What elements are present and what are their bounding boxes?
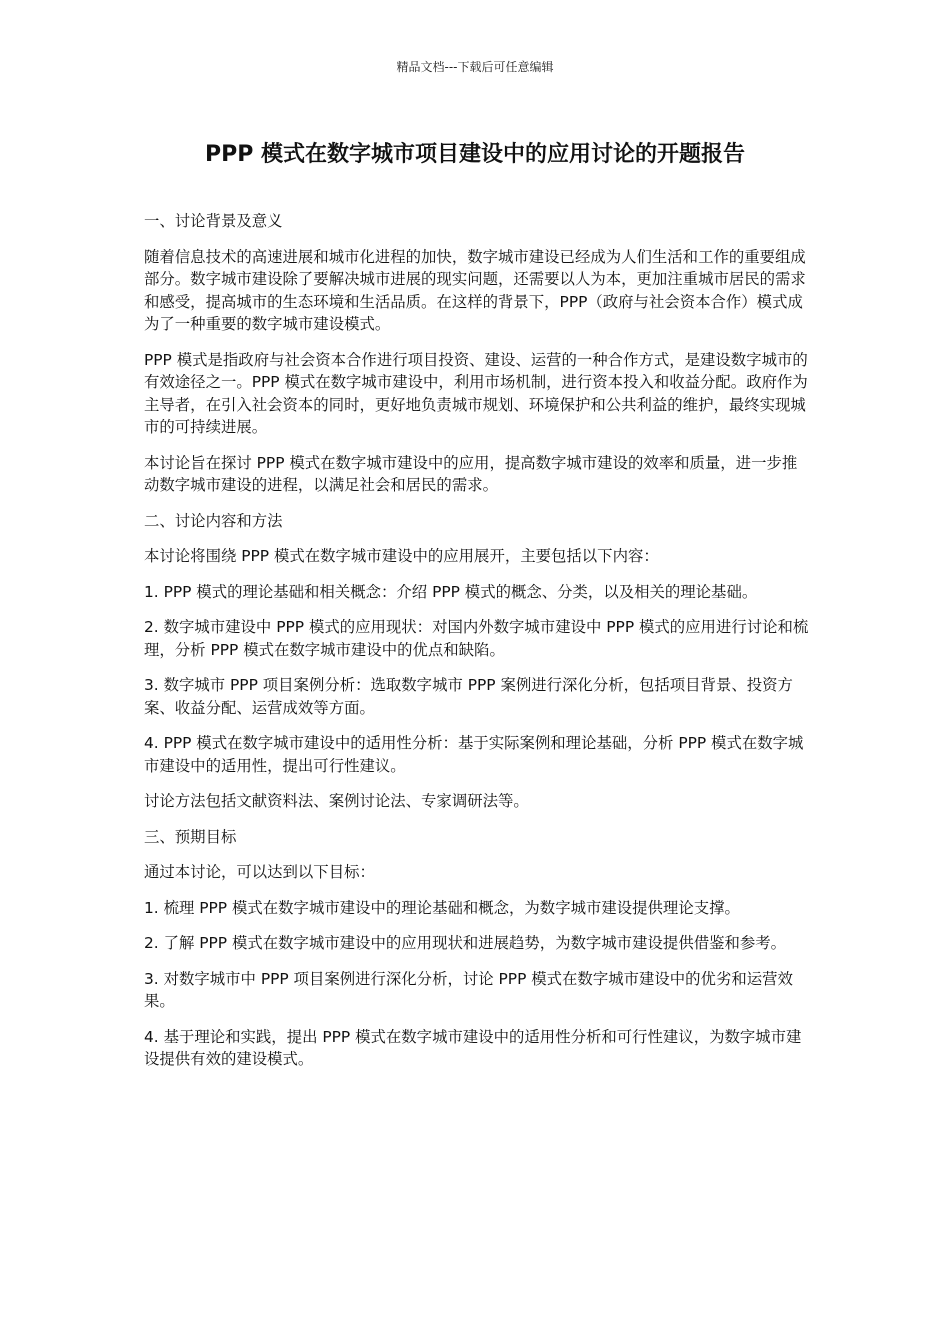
- list-item: 3. 对数字城市中 PPP 项目案例进行深化分析，讨论 PPP 模式在数字城市建设中的优劣和运营效果。: [144, 969, 793, 1010]
- paragraph: 通过本讨论，可以达到以下目标：: [144, 863, 375, 881]
- paragraph: 随着信息技术的高速进展和城市化进程的加快，数字城市建设已经成为人们生活和工作的重要组成部分。数字城市建设除了要解决城市进展的现实问题，还需要以人为本，更加注重城市居民的需求和感受，提高城市的生态环境和生活品质。在这样的背景下，PPP（政府与社会资本合作）模式成为了一种重要的数字城市建设模式。: [144, 247, 806, 333]
- paragraph: 本讨论旨在探讨 PPP 模式在数字城市建设中的应用，提高数字城市建设的效率和质量，进一步推动数字城市建设的进程，以满足社会和居民的需求。: [144, 453, 798, 494]
- list-item: 2. 数字城市建设中 PPP 模式的应用现状：对国内外数字城市建设中 PPP 模式的应用进行讨论和梳理，分析 PPP 模式在数字城市建设中的优点和缺陷。: [144, 618, 809, 659]
- list-item: 4. 基于理论和实践，提出 PPP 模式在数字城市建设中的适用性分析和可行性建议，为数字城市建设提供有效的建设模式。: [144, 1027, 802, 1068]
- section-heading-goals: 三、预期目标: [144, 827, 237, 846]
- document-title: PPP 模式在数字城市项目建设中的应用讨论的开题报告: [204, 142, 746, 167]
- paragraph: 讨论方法包括文献资料法、案例讨论法、专家调研法等。: [144, 792, 529, 810]
- section-heading-background: 一、讨论背景及意义: [144, 212, 283, 230]
- paragraph: 本讨论将围绕 PPP 模式在数字城市建设中的应用展开，主要包括以下内容：: [144, 547, 659, 565]
- list-item: 3. 数字城市 PPP 项目案例分析：选取数字城市 PPP 案例进行深化分析，包括项目背景、投资方案、收益分配、运营成效等方面。: [144, 676, 793, 717]
- document-body: [144, 210, 812, 1084]
- list-item: 4. PPP 模式在数字城市建设中的适用性分析：基于实际案例和理论基础，分析 PPP 模式在数字城市建设中的适用性，提出可行性建议。: [144, 734, 804, 775]
- paragraph: PPP 模式是指政府与社会资本合作进行项目投资、建设、运营的一种合作方式，是建设数字城市的有效途径之一。PPP 模式在数字城市建设中，利用市场机制，进行资本投入和收益分配。政府作为主导者，在引入社会资本的同时，更好地负责城市规划、环境保护和公共利益的维护，最终实现城市的可持续进展。: [144, 350, 808, 436]
- page-header-note: 精品文档---下载后可任意编辑: [396, 60, 554, 74]
- section-heading-content-method: 二、讨论内容和方法: [144, 511, 283, 530]
- list-item: 1. 梳理 PPP 模式在数字城市建设中的理论基础和概念，为数字城市建设提供理论支撑。: [144, 898, 740, 917]
- list-item: 1. PPP 模式的理论基础和相关概念：介绍 PPP 模式的概念、分类，以及相关的理论基础。: [144, 582, 758, 601]
- list-item: 2. 了解 PPP 模式在数字城市建设中的应用现状和进展趋势，为数字城市建设提供借鉴和参考。: [144, 934, 787, 952]
